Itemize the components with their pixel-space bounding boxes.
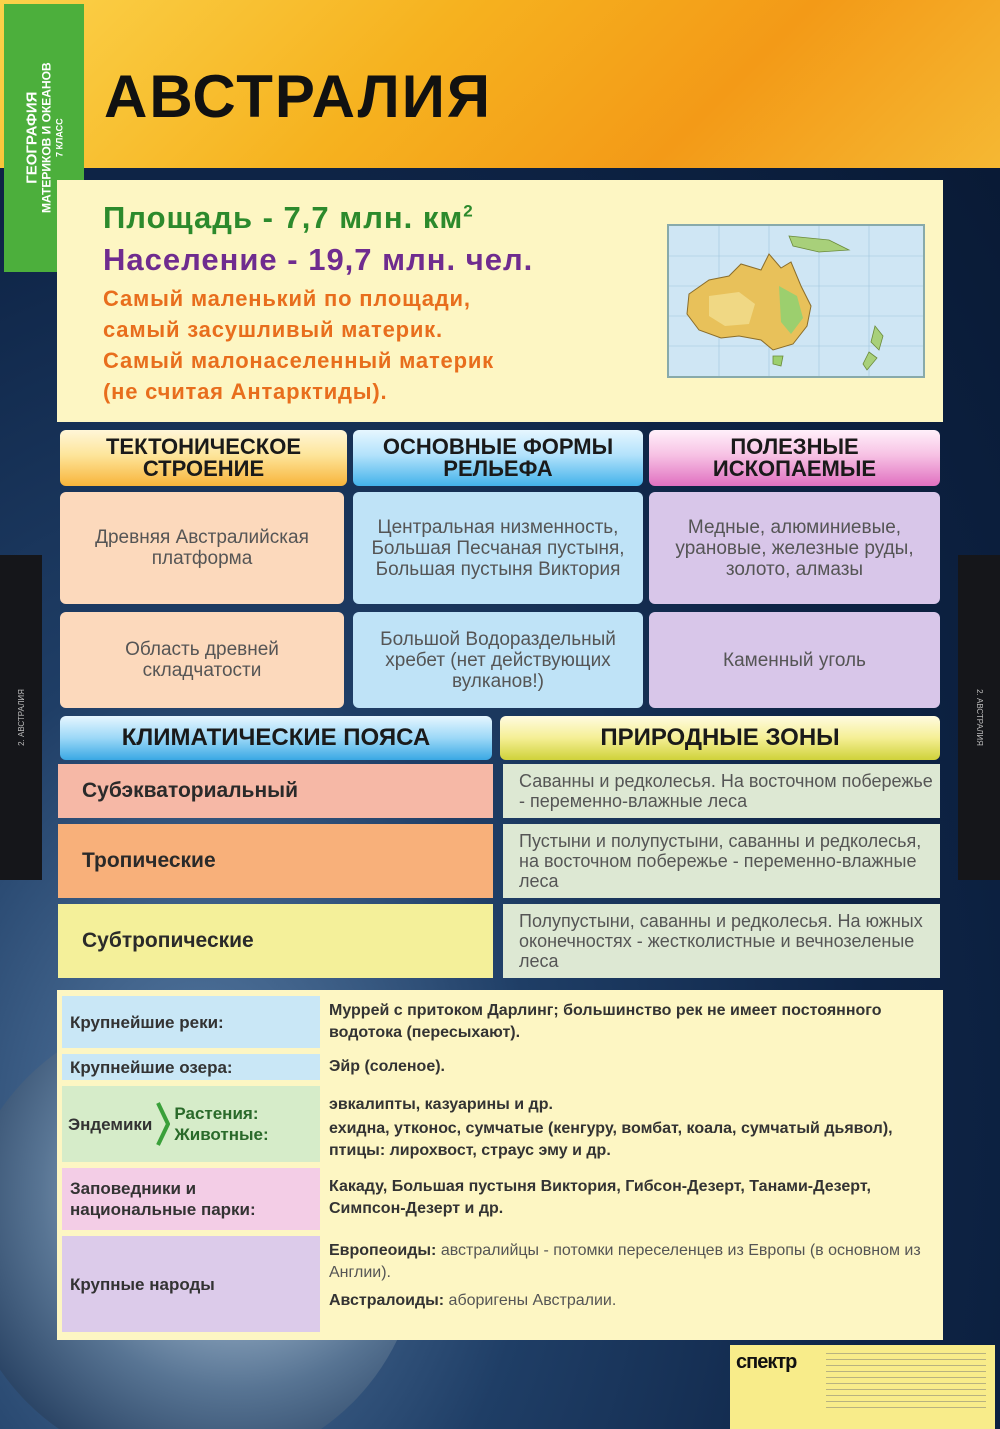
- plants-value: эвкалипты, казуарины и др.: [329, 1096, 553, 1113]
- minerals-cell-1: Медные, алюминиевые, урановые, железные руды, золото, алмазы: [649, 492, 940, 604]
- fact-line: Самый малонаселенный материк: [103, 348, 494, 373]
- fine-print: [826, 1353, 986, 1413]
- facts-table: [57, 990, 943, 1340]
- minerals-cell-2: Каменный уголь: [649, 612, 940, 708]
- area-value: Площадь - 7,7 млн. км: [103, 200, 464, 235]
- climate-belt-3: Субтропические: [58, 904, 493, 978]
- edge-tab-left-text: 2. АВСТРАЛИЯ: [16, 689, 26, 746]
- header-minerals: ПОЛЕЗНЫЕ ИСКОПАЕМЫЕ: [649, 430, 940, 486]
- endemics-label: Эндемики: [68, 1114, 153, 1134]
- area-superscript: 2: [463, 201, 474, 221]
- publisher-footer: [730, 1345, 995, 1429]
- fact-line: Самый маленький по площади,: [103, 286, 471, 311]
- population-text: Население - 19,7 млн. чел.: [103, 242, 534, 277]
- reserves-value: Какаду, Большая пустыня Виктория, Гибсон-Дезерт, Танами-Дезерт, Симпсон-Дезерт и др.: [329, 1178, 871, 1217]
- climate-belt-2: Тропические: [58, 824, 493, 898]
- info-panel: [57, 180, 943, 422]
- animals-label: Животные:: [174, 1125, 269, 1144]
- relief-cell-2: Большой Водораздельный хребет (нет действующих вулканов!): [353, 612, 643, 708]
- facts-text: [103, 283, 494, 407]
- relief-cell-1: Центральная низменность, Большая Песчаная пустыня, Большая пустыня Виктория: [353, 492, 643, 604]
- peoples-2-text: аборигены Австралии.: [444, 1292, 617, 1309]
- tectonic-cell-1: Древняя Австралийская платформа: [60, 492, 344, 604]
- header-relief: ОСНОВНЫЕ ФОРМЫ РЕЛЬЕФА: [353, 430, 643, 486]
- reserves-label: Заповедники и национальные парки:: [62, 1168, 320, 1230]
- rivers-label: Крупнейшие реки:: [62, 996, 320, 1048]
- publisher-logo: спектр: [736, 1351, 797, 1373]
- header-climate: КЛИМАТИЧЕСКИЕ ПОЯСА: [60, 716, 492, 760]
- page-title: АВСТРАЛИЯ: [104, 63, 493, 130]
- animals-value: ехидна, утконос, сумчатые (кенгуру, вомбат, коала, сумчатый дьявол), птицы: лирохвост, страус эму и др.: [329, 1120, 893, 1159]
- series-label-line1: ГЕОГРАФИЯ: [23, 91, 41, 185]
- tectonic-cell-2: Область древней складчатости: [60, 612, 344, 708]
- peoples-1-label: Европеоиды:: [329, 1242, 437, 1259]
- peoples-1-text: австралийцы - потомки переселенцев из Европы (в основном из Англии).: [329, 1242, 921, 1281]
- australia-map-image: [667, 224, 925, 378]
- plants-label: Растения:: [174, 1104, 259, 1123]
- header-zones: ПРИРОДНЫЕ ЗОНЫ: [500, 716, 940, 760]
- edge-tab-right-text: 2. АВСТРАЛИЯ: [974, 689, 984, 746]
- edge-tab-right: [958, 555, 1000, 880]
- fact-line: самый засушливый материк.: [103, 317, 443, 342]
- edge-tab-left: [0, 555, 42, 880]
- fact-line: (не считая Антарктиды).: [103, 379, 388, 404]
- zone-cell-1: Саванны и редколесья. На восточном побережье - переменно-влажные леса: [503, 764, 940, 818]
- peoples-value-2: [329, 1290, 934, 1312]
- zone-cell-3: Полупустыни, саванны и редколесья. На южных оконечностях - жестколистные и вечнозеленые леса: [503, 904, 940, 978]
- series-label-line2: МАТЕРИКОВ И ОКЕАНОВ: [39, 62, 54, 214]
- lakes-label: Крупнейшие озера:: [62, 1054, 320, 1080]
- peoples-label: Крупные народы: [62, 1236, 320, 1332]
- peoples-value-1: [329, 1240, 934, 1284]
- series-label-line3: 7 КЛАСС: [54, 118, 65, 158]
- endemics-label-cell: [62, 1086, 320, 1162]
- climate-belt-1: Субэкваториальный: [58, 764, 493, 818]
- lakes-value: Эйр (соленое).: [329, 1058, 445, 1075]
- area-text: [103, 200, 474, 236]
- brace-arrow-icon: [156, 1101, 170, 1147]
- zone-cell-2: Пустыни и полупустыни, саванны и редколесья, на восточном побережье - переменно-влажные леса: [503, 824, 940, 898]
- rivers-value: Муррей с притоком Дарлинг; большинство рек не имеет постоянного водотока (пересыхают).: [329, 1002, 882, 1041]
- peoples-2-label: Австралоиды:: [329, 1292, 445, 1309]
- header-tectonic: ТЕКТОНИЧЕСКОЕ СТРОЕНИЕ: [60, 430, 347, 486]
